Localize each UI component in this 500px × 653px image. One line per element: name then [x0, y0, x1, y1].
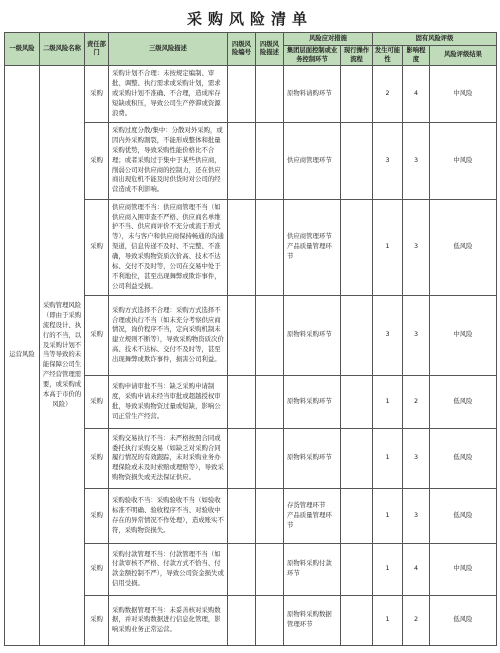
risk-result-cell: 中风险 [430, 295, 497, 375]
control-measure-cell: 原物料采购环节 [284, 428, 341, 488]
likelihood-cell: 1 [373, 199, 403, 295]
header-measures-group: 风险应对措施 [284, 33, 373, 46]
level4-desc-cell [256, 595, 284, 645]
level4-num-cell [228, 199, 256, 295]
impact-cell: 3 [403, 122, 430, 199]
level4-num-cell [228, 428, 256, 488]
control-measure-cell: 原物料采购环节 [284, 295, 341, 375]
likelihood-cell: 1 [373, 428, 403, 488]
level3-desc-cell: 采购验收不当：采购验收不当（如验收标准不明确、验收程序不当、对验收中存在的异常情况不作处理），造成账实不符，采购物资损失。 [109, 488, 228, 543]
level3-desc-cell: 采购过度分散/集中：分散对外采购，或因内外采购割裂，不能形成整体和批量采购优势，导致采购性能价格比不合理；或者采购过于集中于某些供应商，削弱公司对供应商的控制力，还在供应商出现危机不能及时供货时对公司的经营造成不利影响。 [109, 122, 228, 199]
dept-cell: 采购 [85, 66, 109, 123]
table-row [5, 66, 497, 123]
header-level3: 三级风险描述 [109, 33, 228, 66]
level3-desc-cell: 采购方式选择不合理：采购方式选择不合理或执行不当（如未充分考察供应商情况，询价程序不当，定向采购机制未建立规则不断等），导致采购物资质次价高、技术不达标、交付不及时等，甚至出现舞弊或欺诈事件，损害公司利益。 [109, 295, 228, 375]
impact-cell: 3 [403, 488, 430, 543]
impact-cell: 2 [403, 375, 430, 428]
risk-result-cell: 中风险 [430, 543, 497, 595]
header-existing: 现行操作流程 [341, 46, 373, 66]
risk-result-cell: 低风险 [430, 428, 497, 488]
level3-desc-cell: 采购申请审批不当：缺乏采购申请制度，采购申请未经当审批或超越授权审批，导致采购物资过量或短缺，影响公司正常生产经营。 [109, 375, 228, 428]
level4-desc-cell [256, 488, 284, 543]
level2-cell: 采购管理风险（即由于采购流程设计、执行的不当，以及采购计划不当等导致的未能保障公司生产经营管理需要，或采购成本高于市价的风险） [40, 66, 85, 646]
impact-cell: 4 [403, 66, 430, 123]
dept-cell: 采购 [85, 295, 109, 375]
control-measure-cell: 供应商管理环节 产品质量管理环节 [284, 199, 341, 295]
likelihood-cell: 1 [373, 488, 403, 543]
control-measure-cell: 原物料请购环节 [284, 66, 341, 123]
likelihood-cell: 3 [373, 295, 403, 375]
header-desc4: 四级风险描述 [256, 33, 284, 66]
risk-result-cell: 低风险 [430, 375, 497, 428]
level4-desc-cell [256, 66, 284, 123]
control-measure-cell: 原物料采购环节 [284, 375, 341, 428]
header-dept: 责任部门 [85, 33, 109, 66]
header-result: 风险评级结果 [430, 46, 497, 66]
dept-cell: 采购 [85, 543, 109, 595]
level4-desc-cell [256, 543, 284, 595]
existing-process-cell [341, 488, 373, 543]
dept-cell: 采购 [85, 199, 109, 295]
risk-result-cell: 低风险 [430, 488, 497, 543]
header-num4: 四级风险编号 [228, 33, 256, 66]
header-level1: 一级风险 [5, 33, 40, 66]
level3-desc-cell: 供应商管理不当：供应商管理不当（如供应商入围审查不严格、供应商名单维护不当、供应商评价不充分或流于形式等），未与客户和供应商保持畅通的沟通渠道，信息传递不及时、不完整、不准确，导致采购物资质次价高、技术不达标、交付不及时等，公司在交易中处于不利地位，甚至出现舞弊或欺诈事件，公司利益受损。 [109, 199, 228, 295]
impact-cell: 3 [403, 428, 430, 488]
dept-cell: 采购 [85, 428, 109, 488]
dept-cell: 采购 [85, 375, 109, 428]
existing-process-cell [341, 122, 373, 199]
level4-desc-cell [256, 122, 284, 199]
header-level2: 二级风险名称 [40, 33, 85, 66]
level4-desc-cell [256, 295, 284, 375]
level4-desc-cell [256, 375, 284, 428]
likelihood-cell: 1 [373, 375, 403, 428]
level4-num-cell [228, 375, 256, 428]
level4-desc-cell [256, 199, 284, 295]
level3-desc-cell: 采购计划不合理：未按规定编制、审批、调整、执行需求或采购计划，需求或采购计划不准确、不合理，造成库存短缺或积压，导致公司生产停滞或资源浪费。 [109, 66, 228, 123]
level4-num-cell [228, 295, 256, 375]
level3-desc-cell: 采购付款管理不当：付款管理不当（如付款审核不严格、付款方式不恰当、付款金额控制不严），导致公司资金损失或信用受损。 [109, 543, 228, 595]
control-measure-cell: 原物料采购数据管理环节 [284, 595, 341, 645]
risk-result-cell: 低风险 [430, 595, 497, 645]
impact-cell: 2 [403, 595, 430, 645]
control-measure-cell: 原物料采购付款环节 [284, 543, 341, 595]
control-measure-cell: 供应商管理环节 [284, 122, 341, 199]
impact-cell: 3 [403, 295, 430, 375]
level4-num-cell [228, 595, 256, 645]
level3-desc-cell: 采购交易执行不当：未严格按照合同或委托执行采购交易（如缺乏对采购合同履行情况的有效跟踪，未对采购业务办理保险或未及时索赔或理赔等），导致采购物资损失或无法保证供应。 [109, 428, 228, 488]
header-impact: 影响程度 [403, 46, 430, 66]
header-likelihood: 发生可能性 [373, 46, 403, 66]
existing-process-cell [341, 66, 373, 123]
existing-process-cell [341, 199, 373, 295]
risk-table [4, 32, 497, 646]
existing-process-cell [341, 295, 373, 375]
likelihood-cell: 3 [373, 122, 403, 199]
likelihood-cell: 1 [373, 595, 403, 645]
dept-cell: 采购 [85, 122, 109, 199]
level4-num-cell [228, 122, 256, 199]
risk-result-cell: 中风险 [430, 66, 497, 123]
risk-table-body [5, 66, 497, 646]
control-measure-cell: 存货管理环节 产品质量管理环节 [284, 488, 341, 543]
dept-cell: 采购 [85, 488, 109, 543]
existing-process-cell [341, 375, 373, 428]
header-assessment-group: 固有风险评级 [373, 33, 497, 46]
impact-cell: 4 [403, 543, 430, 595]
header-group-measure: 集团层面控制或业务控制环节 [284, 46, 341, 66]
impact-cell: 3 [403, 199, 430, 295]
risk-result-cell: 低风险 [430, 199, 497, 295]
existing-process-cell [341, 595, 373, 645]
level4-num-cell [228, 66, 256, 123]
page-title: 采购风险清单 [186, 10, 313, 28]
existing-process-cell [341, 543, 373, 595]
level4-num-cell [228, 543, 256, 595]
level1-cell: 运营风险 [5, 66, 40, 646]
dept-cell: 采购 [85, 595, 109, 645]
risk-result-cell: 中风险 [430, 122, 497, 199]
level4-num-cell [228, 488, 256, 543]
level3-desc-cell: 采购数据管理不当：未妥善核对采购数据，并对采购数据进行信息化管理，影响采购业务正常运营。 [109, 595, 228, 645]
existing-process-cell [341, 428, 373, 488]
likelihood-cell: 1 [373, 543, 403, 595]
level4-desc-cell [256, 428, 284, 488]
likelihood-cell: 2 [373, 66, 403, 123]
header-row-1 [5, 33, 497, 46]
